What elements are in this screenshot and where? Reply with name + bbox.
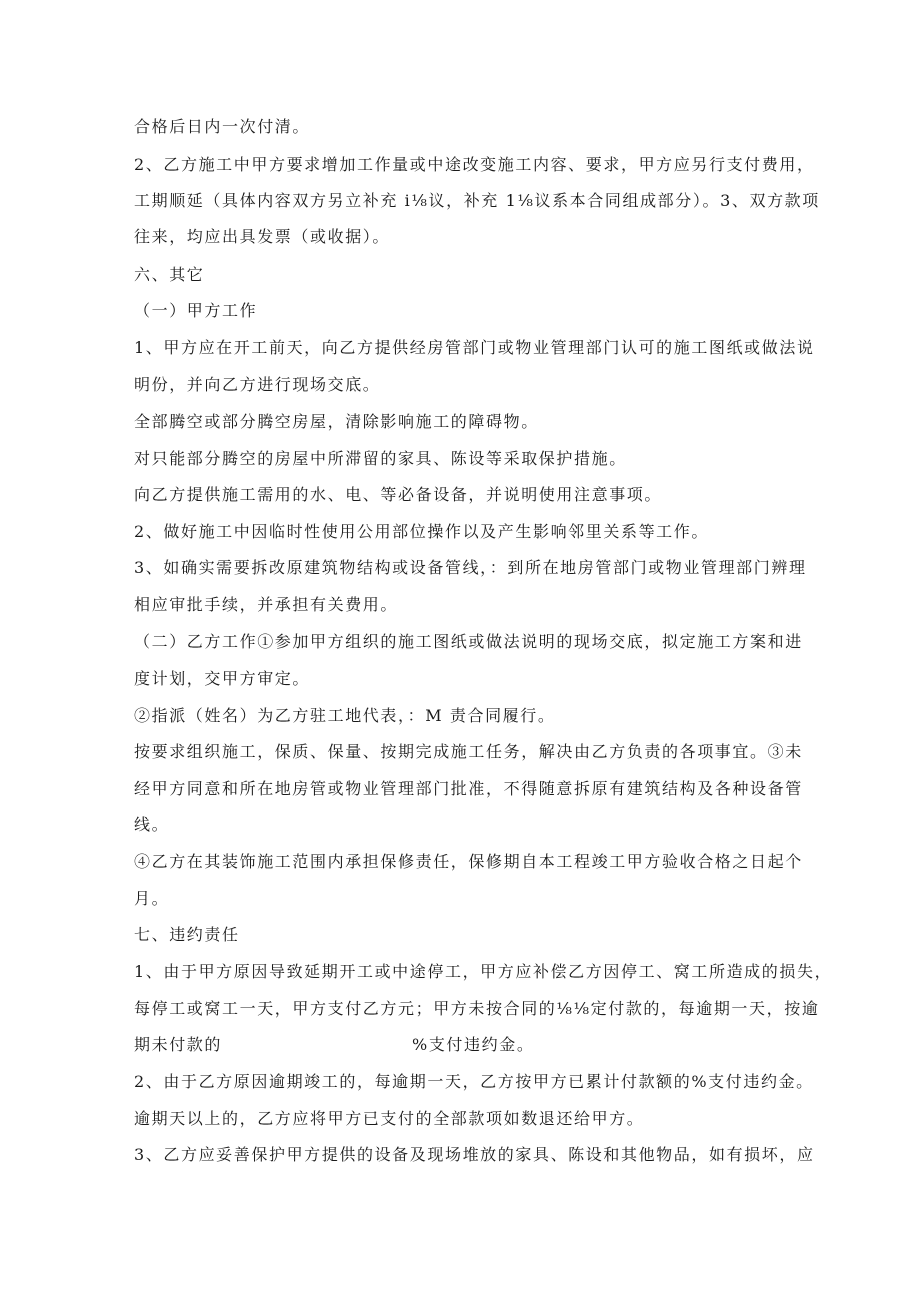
subsection-heading-1: （一）甲方工作 <box>134 301 258 320</box>
text-line-24: 1、由于甲方原因导致延期开工或中途停工，甲方应补偿乙方因停工、窝工所造成的损失， <box>134 962 833 981</box>
text-line-20: 线。 <box>134 815 170 834</box>
text-line-3: 工期顺延（具体内容双方另立补充 i⅛议，补充 1⅛议系本合同组成部分）。3、双方款项 <box>134 191 820 210</box>
text-line-26-right: %支付违约金。 <box>412 1035 535 1054</box>
text-line-27: 2、由于乙方原因逾期竣工的，每逾期一天，乙方按甲方已累计付款额的%支付违约金。 <box>134 1072 814 1091</box>
text-line-13: 3、如确实需要拆改原建筑物结构或设备管线，：到所在地房管部门或物业管理部门辨理 <box>134 558 807 577</box>
text-line-10: 对只能部分腾空的房屋中所滞留的家具、陈设等采取保护措施。 <box>134 449 627 468</box>
text-line-26-left: 期未付款的 <box>134 1035 223 1054</box>
text-line-16: 度计划，交甲方审定。 <box>134 669 311 688</box>
text-line-25: 每停工或窝工一天，甲方支付乙方元；甲方未按合同的⅛⅛定付款的，每逾期一天，按逾 <box>134 999 820 1018</box>
text-line-11: 向乙方提供施工需用的水、电、等必备设备，并说明使用注意事项。 <box>134 485 663 504</box>
section-heading-7: 七、违约责任 <box>134 925 240 944</box>
text-line-26 <box>134 1035 534 1055</box>
text-line-8: 明份，并向乙方进行现场交底。 <box>134 375 381 394</box>
text-line-28: 逾期天以上的，乙方应将甲方已支付的全部款项如数退还给甲方。 <box>134 1109 645 1128</box>
text-line-14: 相应审批手续，并承担有关费用。 <box>134 595 399 614</box>
section-heading-6: 六、其它 <box>134 265 205 284</box>
text-line-4: 往来，均应出具发票（或收据）。 <box>134 227 391 246</box>
text-line-1: 合格后日内一次付清。 <box>134 117 311 136</box>
text-line-18: 按要求组织施工，保质、保量、按期完成施工任务，解决由乙方负责的各项事宜。③未 <box>134 742 803 761</box>
subsection-heading-2: （二）乙方工作①参加甲方组织的施工图纸或做法说明的现场交底，拟定施工方案和进 <box>134 632 803 651</box>
text-line-21: ④乙方在其装饰施工范围内承担保修责任，保修期自本工程竣工甲方验收合格之日起个 <box>134 852 803 871</box>
text-line-19: 经甲方同意和所在地房管或物业管理部门批准，不得随意拆原有建筑结构及各种设备管 <box>134 779 803 798</box>
text-line-29: 3、乙方应妥善保护甲方提供的设备及现场堆放的家具、陈设和其他物品，如有损坏，应 <box>134 1145 815 1164</box>
text-line-22: 月。 <box>134 889 170 908</box>
text-line-7: 1、甲方应在开工前天，向乙方提供经房管部门或物业管理部门认可的施工图纸或做法说 <box>134 338 815 357</box>
text-line-12: 2、做好施工中因临时性使用公用部位操作以及产生影响邻里关系等工作。 <box>134 522 709 541</box>
text-line-9: 全部腾空或部分腾空房屋，清除影响施工的障碍物。 <box>134 412 539 431</box>
text-line-17: ②指派（姓名）为乙方驻工地代表，：M 责合同履行。 <box>134 706 556 725</box>
text-line-2: 2、乙方施工中甲方要求增加工作量或中途改变施工内容、要求，甲方应另行支付费用， <box>134 155 815 174</box>
